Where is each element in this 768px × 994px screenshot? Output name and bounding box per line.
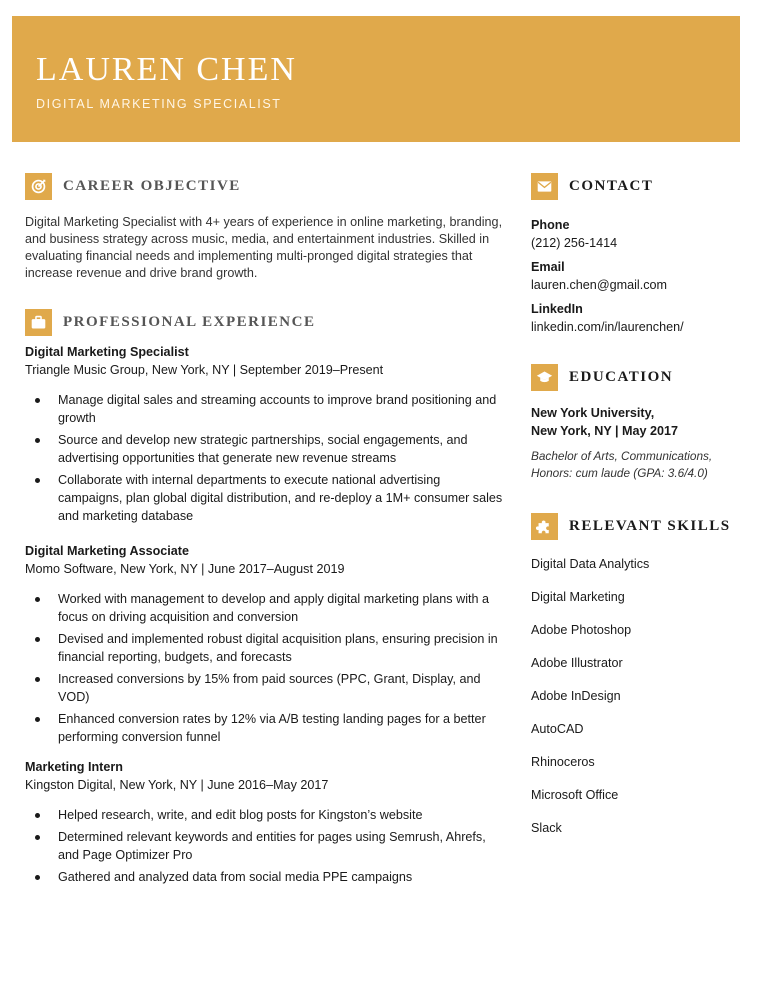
graduation-cap-icon	[531, 364, 558, 391]
email-value: lauren.chen@gmail.com	[531, 278, 667, 292]
list-item: Collaborate with internal departments to execute national advertising campaigns, plan global digital distribution, and re-deploy a 1M+ consumer sales and marketing database	[25, 471, 505, 525]
target-icon	[25, 173, 52, 200]
skill-item: Adobe Illustrator	[531, 656, 623, 670]
job-title: Digital Marketing Associate	[25, 544, 189, 558]
job-entry	[25, 758, 505, 886]
education-heading	[531, 363, 746, 391]
puzzle-icon	[531, 513, 558, 540]
skill-item: Slack	[531, 821, 562, 835]
skills-list	[531, 555, 746, 852]
list-item: Devised and implemented robust digital acquisition plans, ensuring precision in financial reporting, budgets, and forecasts	[25, 630, 505, 666]
list-item: Worked with management to develop and apply digital marketing plans with a focus on driving acquisition and conversion	[25, 590, 505, 626]
list-item: Helped research, write, and edit blog posts for Kingston’s website	[25, 806, 505, 824]
skill-item: Microsoft Office	[531, 788, 619, 802]
briefcase-icon	[25, 309, 52, 336]
skill-item: Adobe InDesign	[531, 689, 621, 703]
main-column	[25, 172, 505, 890]
job-title: Marketing Intern	[25, 760, 123, 774]
skill-item: Digital Marketing	[531, 590, 625, 604]
envelope-icon	[531, 173, 558, 200]
objective-heading	[25, 172, 505, 200]
degree: Bachelor of Arts, Communications,	[531, 449, 713, 463]
skill-item: Adobe Photoshop	[531, 623, 632, 637]
section-title: CONTACT	[569, 177, 654, 194]
job-title: Digital Marketing Specialist	[25, 345, 189, 359]
contact-label: Email	[531, 260, 565, 274]
contact-heading	[531, 172, 746, 200]
section-title: CAREER OBJECTIVE	[63, 177, 241, 194]
honors: Honors: cum laude (GPA: 3.6/4.0)	[531, 466, 708, 480]
job-meta: Kingston Digital, New York, NY | June 2016–May 2017	[25, 778, 329, 792]
school-meta: New York, NY | May 2017	[531, 424, 679, 438]
linkedin-value: linkedin.com/in/laurenchen/	[531, 320, 684, 334]
job-meta: Triangle Music Group, New York, NY | September 2019–Present	[25, 363, 384, 377]
contact-label: LinkedIn	[531, 302, 583, 316]
list-item: Manage digital sales and streaming accounts to improve brand positioning and growth	[25, 391, 505, 427]
job-bullets	[25, 806, 505, 886]
job-entry	[25, 343, 505, 525]
phone-value: (212) 256-1414	[531, 236, 618, 250]
experience-heading	[25, 308, 505, 336]
school-name: New York University,	[531, 406, 655, 420]
section-title: EDUCATION	[569, 368, 674, 385]
resume-header	[12, 16, 740, 142]
sidebar-column	[531, 172, 746, 852]
list-item: Increased conversions by 15% from paid sources (PPC, Grant, Display, and VOD)	[25, 670, 505, 706]
skills-heading	[531, 512, 746, 540]
job-bullets	[25, 391, 505, 525]
skill-item: Digital Data Analytics	[531, 557, 650, 571]
list-item: Enhanced conversion rates by 12% via A/B testing landing pages for a better performing conversion funnel	[25, 710, 505, 746]
list-item: Source and develop new strategic partnerships, social engagements, and advertising opportunities that generate new revenue streams	[25, 431, 505, 467]
skill-item: AutoCAD	[531, 722, 584, 736]
contact-label: Phone	[531, 218, 570, 232]
objective-text: Digital Marketing Specialist with 4+ years of experience in online marketing, branding, and business strategy across music, media, and entertainment industries. Skilled in evaluating financial needs and implementing multi-pronged digital strategies that increase revenue and drive brand growth.	[25, 215, 503, 280]
education-entry	[531, 404, 746, 482]
section-title: PROFESSIONAL EXPERIENCE	[63, 313, 316, 330]
section-title: RELEVANT SKILLS	[569, 517, 731, 534]
candidate-title: DIGITAL MARKETING SPECIALIST	[36, 97, 282, 111]
job-meta: Momo Software, New York, NY | June 2017–August 2019	[25, 562, 345, 576]
list-item: Gathered and analyzed data from social media PPE campaigns	[25, 868, 505, 886]
candidate-name: LAUREN CHEN	[36, 51, 297, 88]
skill-item: Rhinoceros	[531, 755, 595, 769]
job-bullets	[25, 590, 505, 746]
job-entry	[25, 542, 505, 746]
contact-list	[531, 216, 746, 336]
list-item: Determined relevant keywords and entities for pages using Semrush, Ahrefs, and Page Optimizer Pro	[25, 828, 505, 864]
